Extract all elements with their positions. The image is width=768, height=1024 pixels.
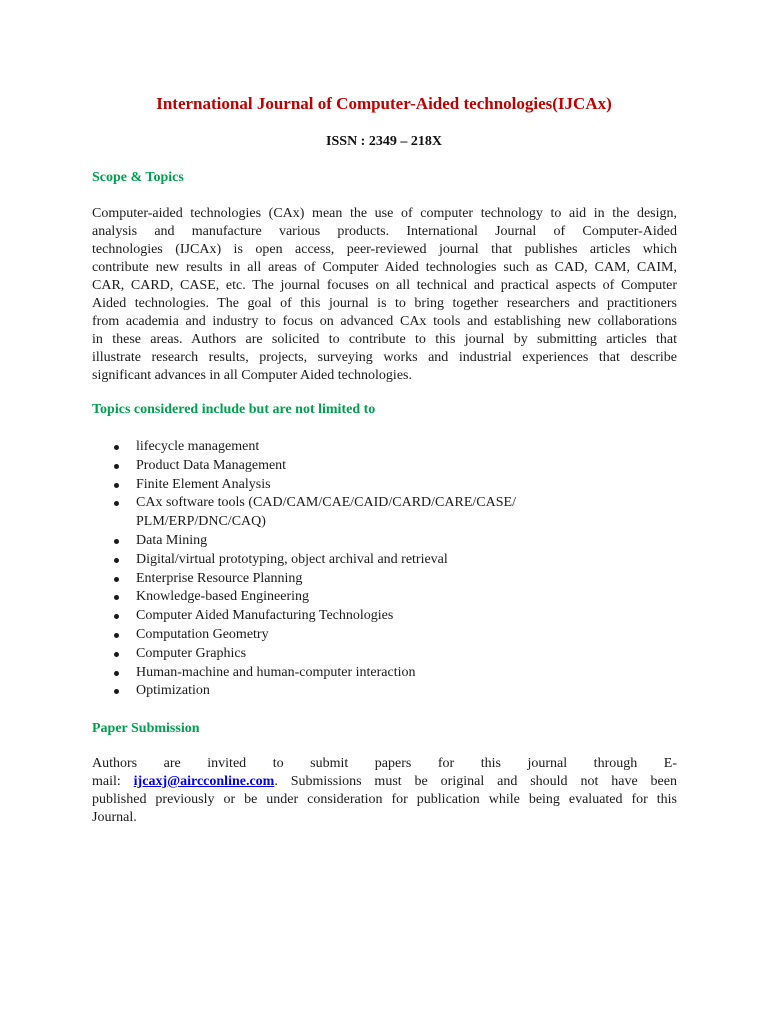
list-item: Product Data Management (92, 457, 516, 476)
topics-list (92, 438, 516, 701)
scope-line: in these areas. Authors are solicited to contribute to this journal by submitting articles that (92, 332, 677, 347)
list-item: Optimization (92, 682, 516, 701)
issn-line: ISSN : 2349 – 218X (326, 134, 442, 149)
submission-line: Authors are invited to submit papers for this journal through E- (92, 756, 677, 771)
submission-line: Journal. (92, 810, 137, 825)
submission-heading: Paper Submission (92, 721, 200, 736)
bullet-icon (114, 671, 119, 676)
submission-paragraph (92, 755, 677, 827)
journal-title: International Journal of Computer-Aided technologies(IJCAx) (156, 94, 612, 113)
list-item: Enterprise Resource Planning (92, 570, 516, 589)
scope-line: CAR, CARD, CASE, etc. The journal focuses on all technical and practical aspects of Computer (92, 278, 677, 293)
bullet-icon (114, 539, 119, 544)
scope-line: contribute new results in all areas of Computer Aided technologies such as CAD, CAM, CAIM, (92, 260, 677, 275)
bullet-icon (114, 595, 119, 600)
list-item: CAx software tools (CAD/CAM/CAE/CAID/CARD/CARE/CASE/ PLM/ERP/DNC/CAQ) (92, 494, 516, 532)
list-item: Knowledge-based Engineering (92, 588, 516, 607)
bullet-icon (114, 445, 119, 450)
list-item: lifecycle management (92, 438, 516, 457)
list-item: Computer Graphics (92, 645, 516, 664)
submission-line: mail: ijcaxj@aircconline.com. Submissions must be original and should not have been (92, 774, 677, 789)
scope-line: significant advances in all Computer Aided technologies. (92, 368, 412, 383)
list-item: Computer Aided Manufacturing Technologies (92, 607, 516, 626)
scope-line: from academia and industry to focus on advanced CAx tools and establishing new collaborations (92, 314, 677, 329)
scope-line: Computer-aided technologies (CAx) mean the use of computer technology to aid in the design, (92, 206, 677, 221)
scope-line: analysis and manufacture various products. International Journal of Computer-Aided (92, 224, 677, 239)
list-item: Computation Geometry (92, 626, 516, 645)
bullet-icon (114, 501, 119, 506)
scope-line: technologies (IJCAx) is open access, peer-reviewed journal that publishes articles which (92, 242, 677, 257)
bullet-icon (114, 483, 119, 488)
bullet-icon (114, 558, 119, 563)
list-item: Digital/virtual prototyping, object archival and retrieval (92, 551, 516, 570)
bullet-icon (114, 652, 119, 657)
list-item: Data Mining (92, 532, 516, 551)
email-link[interactable]: ijcaxj@aircconline.com (133, 774, 275, 789)
submission-line: published previously or be under consideration for publication while being evaluated for this (92, 792, 677, 807)
scope-line: illustrate research results, projects, surveying works and industrial experiences that describe (92, 350, 677, 365)
bullet-icon (114, 464, 119, 469)
scope-paragraph (92, 205, 677, 385)
topics-heading: Topics considered include but are not limited to (92, 402, 376, 417)
list-item: Finite Element Analysis (92, 476, 516, 495)
bullet-icon (114, 633, 119, 638)
list-item: Human-machine and human-computer interaction (92, 664, 516, 683)
bullet-icon (114, 577, 119, 582)
bullet-icon (114, 614, 119, 619)
bullet-icon (114, 689, 119, 694)
scope-heading: Scope & Topics (92, 170, 184, 185)
scope-line: Aided technologies. The goal of this journal is to bring together researchers and practitioners (92, 296, 677, 311)
